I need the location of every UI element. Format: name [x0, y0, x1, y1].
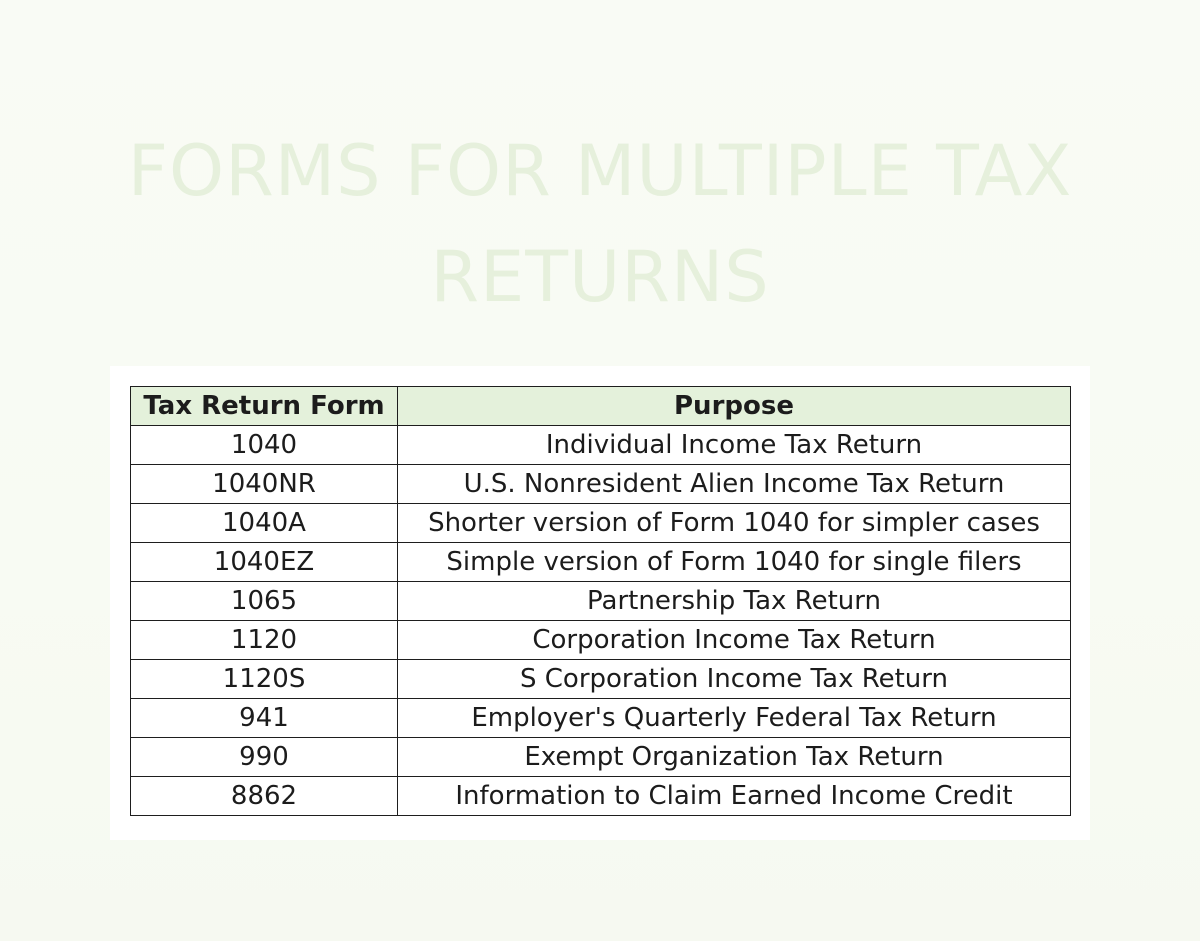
header-purpose: Purpose	[398, 387, 1071, 426]
purpose-cell: Employer's Quarterly Federal Tax Return	[398, 699, 1071, 738]
form-number-cell: 990	[131, 738, 398, 777]
form-number-cell: 8862	[131, 777, 398, 816]
table-row	[131, 543, 1071, 582]
form-number-cell: 1120	[131, 621, 398, 660]
table-row	[131, 660, 1071, 699]
form-number-cell: 1120S	[131, 660, 398, 699]
purpose-cell: Corporation Income Tax Return	[398, 621, 1071, 660]
table-header-row	[131, 387, 1071, 426]
form-number-cell: 1040	[131, 426, 398, 465]
form-number-cell: 1040A	[131, 504, 398, 543]
header-tax-return-form: Tax Return Form	[131, 387, 398, 426]
form-number-cell: 941	[131, 699, 398, 738]
table-row	[131, 621, 1071, 660]
table-row	[131, 738, 1071, 777]
purpose-cell: Information to Claim Earned Income Credit	[398, 777, 1071, 816]
purpose-cell: U.S. Nonresident Alien Income Tax Return	[398, 465, 1071, 504]
form-number-cell: 1040EZ	[131, 543, 398, 582]
page-title: FORMS FOR MULTIPLE TAX RETURNS	[127, 130, 1073, 318]
table-row	[131, 465, 1071, 504]
purpose-cell: Individual Income Tax Return	[398, 426, 1071, 465]
table-row	[131, 582, 1071, 621]
tax-forms-table	[130, 386, 1071, 816]
table-row	[131, 777, 1071, 816]
purpose-cell: Shorter version of Form 1040 for simpler cases	[398, 504, 1071, 543]
table-card	[110, 366, 1090, 840]
purpose-cell: Exempt Organization Tax Return	[398, 738, 1071, 777]
form-number-cell: 1040NR	[131, 465, 398, 504]
table-row	[131, 699, 1071, 738]
purpose-cell: Simple version of Form 1040 for single filers	[398, 543, 1071, 582]
purpose-cell: Partnership Tax Return	[398, 582, 1071, 621]
table-row	[131, 426, 1071, 465]
table-row	[131, 504, 1071, 543]
purpose-cell: S Corporation Income Tax Return	[398, 660, 1071, 699]
form-number-cell: 1065	[131, 582, 398, 621]
